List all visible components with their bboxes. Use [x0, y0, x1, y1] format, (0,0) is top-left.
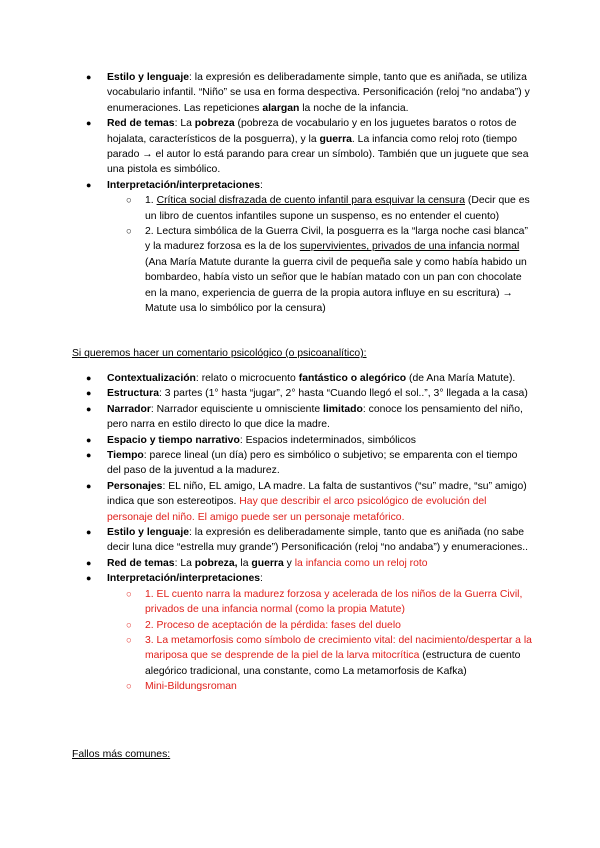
sub-item-interpretacion-2: ○ 2. Lectura simbólica de la Guerra Civil, la posguerra es la “larga noche casi blanca” y la madurez forzosa es la de los supervivientes, privados de una infancia normal (Ana María Matute durante la guerra civil de pequeña sale y como había habido un bombardeo, había visto un señor que le habían matado con un pan con chocolate en la mano, experiencia de guerra de la propia autora influye en su escritura) → Matute usa lo simbólico por la censura): [0, 224, 600, 316]
sub-item-interp2-1: ○ 1. EL cuento narra la madurez forzosa y acelerada de los niños de la Guerra Civil, privados de una infancia normal (como la propia Matute): [0, 587, 600, 618]
list-item-narrador: ● Narrador: Narrador equisciente u omnisciente limitado: conoce los pensamiento del niño, pero narra en estilo directo lo que dice la madre.: [0, 402, 600, 433]
list-item-red-de-temas-2: ● Red de temas: La pobreza, la guerra y la infancia como un reloj roto: [0, 556, 600, 571]
sub-item-interpretacion-1: ○ 1. Crítica social disfrazada de cuento infantil para esquivar la censura (Decir que es un libro de cuentos infantiles supone un suspenso, es no entender el cuento): [0, 193, 600, 224]
literary-comment-list: [0, 70, 600, 317]
sub-item-interp2-3: ○ 3. La metamorfosis como símbolo de crecimiento vital: del nacimiento/despertar a la mariposa que se desprende de la piel de la larva mitocrítica (estructura de cuento alegórico tradicional, una constante, como La metamorfosis de Kafka): [0, 633, 600, 679]
psychological-comment-list: [0, 371, 600, 695]
list-item-interpretacion-2: ● Interpretación/interpretaciones:: [0, 571, 600, 586]
list-item-estilo: ● Estilo y lenguaje: la expresión es deliberadamente simple, tanto que es aniñada, se utiliza vocabulario infantil. “Niño” se usa en forma despectiva. Personificación (reloj “no andaba”) y enumeraciones. Las repeticiones alargan la noche de la infancia.: [0, 70, 600, 116]
list-item-personajes: ● Personajes: EL niño, EL amigo, LA madre. La falta de sustantivos (“su” madre, “su” amigo) indica que son estereotipos. Hay que describir el arco psicológico de evolución del personaje del niño. El amigo puede ser un personaje metafórico.: [0, 479, 600, 525]
list-item-estructura: ● Estructura: 3 partes (1° hasta “jugar”, 2° hasta “Cuando llegó el sol..”, 3° llegada a la casa): [0, 386, 600, 401]
heading-psicologico: Si queremos hacer un comentario psicológico (o psicoanalítico):: [72, 348, 367, 359]
list-item-tiempo: ● Tiempo: parece lineal (un día) pero es simbólico o subjetivo; se emparenta con el tiempo del paso de la juventud a la madurez.: [0, 448, 600, 479]
sub-item-interp2-2: ○ 2. Proceso de aceptación de la pérdida: fases del duelo: [0, 618, 600, 633]
list-item-red-de-temas: ● Red de temas: La pobreza (pobreza de vocabulario y en los juguetes baratos o rotos de hojalata, característicos de la posguerra), y la guerra. La infancia como reloj roto (tiempo parado → el autor lo está parando para crear un símbolo). También que un juguete que sea una pistola es simbólico.: [0, 116, 600, 178]
list-item-interpretacion: ● Interpretación/interpretaciones:: [0, 178, 600, 193]
list-item-contextualizacion: ● Contextualización: relato o microcuento fantástico o alegórico (de Ana María Matute).: [0, 371, 600, 386]
heading-fallos: Fallos más comunes:: [72, 749, 171, 760]
list-item-espacio-tiempo: ● Espacio y tiempo narrativo: Espacios indeterminados, simbólicos: [0, 433, 600, 448]
list-item-estilo-2: ● Estilo y lenguaje: la expresión es deliberadamente simple, tanto que es aniñada (no sabe decir luna dice “estrella muy grande”) Personificación (reloj “no andaba”) y enumeraciones..: [0, 525, 600, 556]
sub-item-interp2-4: ○ Mini-Bildungsroman: [0, 679, 600, 694]
